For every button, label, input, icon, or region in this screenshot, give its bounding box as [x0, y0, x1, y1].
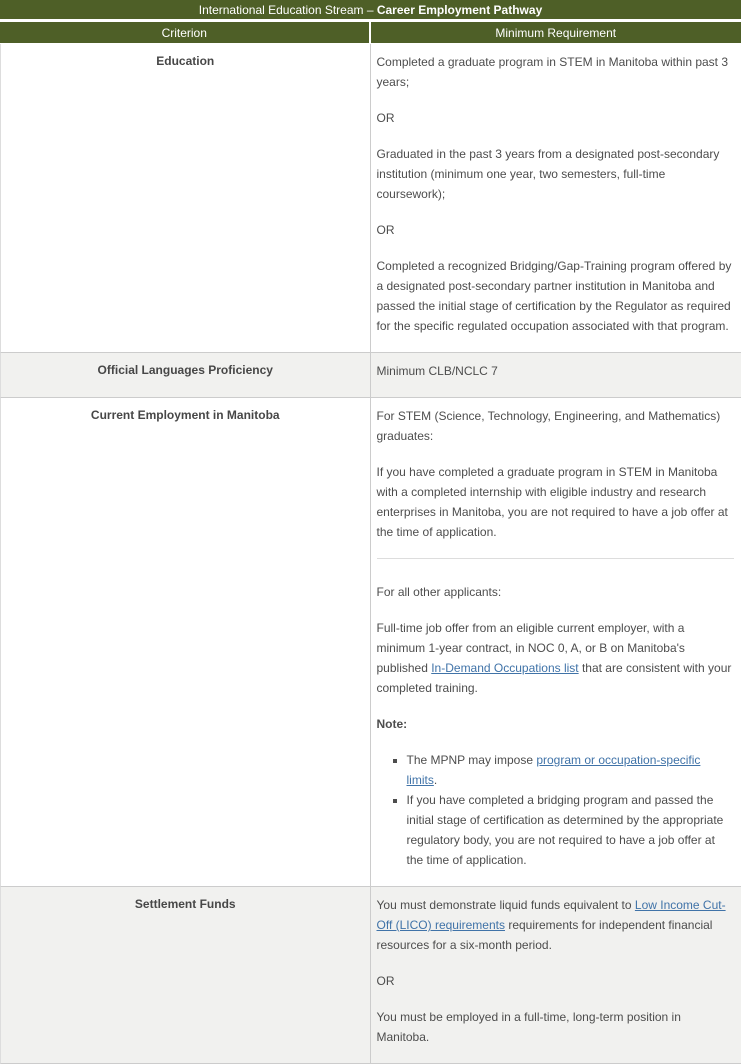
text-segment: The MPNP may impose	[407, 753, 537, 767]
note-label: Note:	[377, 714, 735, 734]
requirement-cell-employment	[371, 398, 741, 887]
table-row-settlement	[0, 887, 741, 1064]
criterion-label-languages: Official Languages Proficiency	[0, 353, 371, 398]
section-divider	[377, 558, 735, 559]
or-separator: OR	[377, 971, 735, 991]
bullet-item	[407, 750, 735, 790]
requirement-paragraph	[377, 618, 735, 698]
text-segment: .	[434, 773, 437, 787]
requirement-bullet-list	[377, 750, 735, 870]
requirement-paragraph: For STEM (Science, Technology, Engineering, and Mathematics) graduates:	[377, 406, 735, 446]
or-separator: OR	[377, 220, 735, 240]
requirement-cell-languages	[371, 353, 741, 398]
column-header-minimum-requirement: Minimum Requirement	[371, 22, 741, 44]
requirement-paragraph: Completed a recognized Bridging/Gap-Training program offered by a designated post-secondary partner institution in Manitoba and passed the initial stage of certification by the Regulator as required for the specific regulated occupation associated with that program.	[377, 256, 735, 336]
table-row-employment	[0, 398, 741, 887]
table-title	[0, 0, 741, 22]
requirement-cell-settlement	[371, 887, 741, 1064]
text-segment: Full-time job offer from an eligible current employer, with a minimum 1-year contract, in NOC 0, A, or B on Manitoba's published	[377, 621, 685, 675]
lico-requirements-link[interactable]: Low Income Cut-Off (LICO) requirements	[377, 898, 726, 932]
text-segment: You must demonstrate liquid funds equivalent to	[377, 898, 635, 912]
table-title-bold: Career Employment Pathway	[377, 3, 542, 17]
requirement-paragraph: If you have completed a graduate program in STEM in Manitoba with a completed internship with eligible industry and research enterprises in Manitoba, you are not required to have a job offer at the time of application.	[377, 462, 735, 542]
requirement-paragraph: Completed a graduate program in STEM in Manitoba within past 3 years;	[377, 52, 735, 92]
column-header-criterion: Criterion	[0, 22, 371, 44]
column-header-row	[0, 22, 741, 44]
requirement-paragraph	[377, 895, 735, 955]
requirement-paragraph: For all other applicants:	[377, 582, 735, 602]
text-segment: that are consistent with your completed training.	[377, 661, 732, 695]
requirement-cell-education	[371, 44, 741, 353]
table-title-regular: International Education Stream –	[199, 3, 377, 17]
requirement-paragraph: Graduated in the past 3 years from a designated post-secondary institution (minimum one year, two semesters, full-time coursework);	[377, 144, 735, 204]
program-occupation-limits-link[interactable]: program or occupation-specific limits	[407, 753, 701, 787]
table-row-education	[0, 44, 741, 353]
table-title-row	[0, 0, 741, 22]
or-separator: OR	[377, 108, 735, 128]
text-segment: requirements for independent financial resources for a six-month period.	[377, 918, 713, 952]
bullet-item: ▪ If you have completed a bridging program and passed the initial stage of certification as determined by the appropriate regulatory body, you are not required to have a job offer at the time of application.	[407, 790, 735, 870]
requirement-paragraph: Minimum CLB/NCLC 7	[377, 361, 735, 381]
criterion-label-settlement: Settlement Funds	[0, 887, 371, 1064]
criterion-label-education: Education	[0, 44, 371, 353]
in-demand-occupations-link[interactable]: In-Demand Occupations list	[431, 661, 578, 675]
requirement-paragraph: You must be employed in a full-time, long-term position in Manitoba.	[377, 1007, 735, 1047]
criterion-label-employment: Current Employment in Manitoba	[0, 398, 371, 887]
table-row-languages	[0, 353, 741, 398]
